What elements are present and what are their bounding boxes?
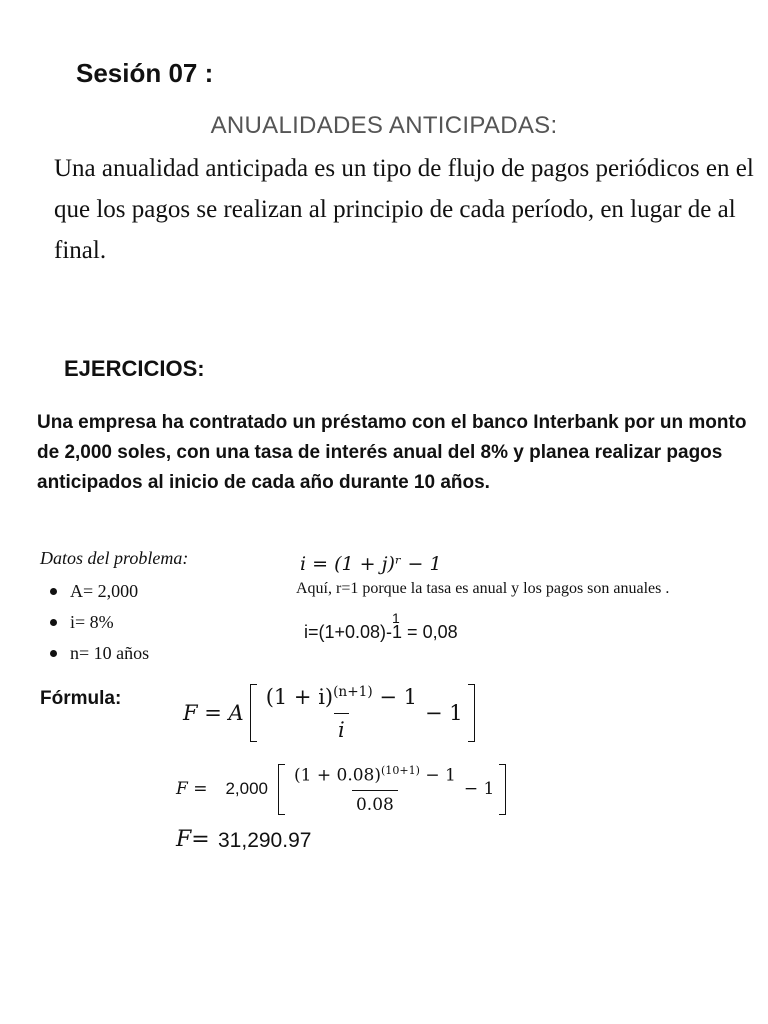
formula-label: Fórmula: — [40, 688, 122, 709]
session-title: Sesión 07 : — [76, 58, 214, 88]
general-numerator-base: (1 + i) — [265, 685, 334, 709]
general-numerator-tail: − 1 — [372, 685, 417, 709]
numeric-formula-tail: − 1 — [463, 779, 495, 800]
general-formula-fraction — [262, 684, 421, 742]
result-value: 31,290.97 — [218, 829, 312, 852]
general-formula-tail: − 1 — [424, 701, 463, 725]
numeric-numerator-base: (1 + 0.08) — [294, 765, 381, 786]
numeric-numerator-exponent: (10+1) — [380, 764, 420, 777]
rate-formula: i = (1 + j)ʳ − 1 — [300, 553, 442, 575]
general-formula — [183, 684, 475, 742]
numeric-formula — [176, 764, 506, 815]
intro-paragraph: Una anualidad anticipada es un tipo de flujo de pagos periódicos en el que los pagos se realizan al principio de cada período, en lugar de al final. — [54, 155, 754, 264]
numeric-formula-bracket — [278, 764, 506, 815]
general-denominator: i — [334, 713, 349, 742]
numeric-formula-lhs: F = — [176, 779, 208, 800]
section-heading: ANUALIDADES ANTICIPADAS: — [210, 112, 558, 139]
numeric-denominator: 0.08 — [352, 790, 398, 815]
data-item-amount: A= 2,000 — [50, 578, 149, 609]
result-label: F= — [176, 827, 210, 852]
data-item-rate: i= 8% — [50, 609, 149, 640]
numeric-formula-amount: 2,000 — [225, 779, 268, 799]
data-item-periods: n= 10 años — [50, 640, 149, 671]
exercises-heading: EJERCICIOS: — [64, 356, 205, 381]
data-title: Datos del problema: — [40, 548, 189, 568]
problem-statement: Una empresa ha contratado un préstamo con el banco Interbank por un monto de 2,000 soles, con una tasa de interés anual del 8% y planea realizar pagos anticipados al inicio de cada año durante 10 años. — [37, 412, 747, 493]
general-numerator-exponent: (n+1) — [333, 684, 373, 700]
numeric-numerator-tail: − 1 — [419, 765, 456, 786]
numeric-formula-fraction — [290, 764, 460, 815]
rate-note: Aquí, r=1 porque la tasa es anual y los pagos son anuales . — [296, 580, 670, 597]
general-formula-lhs: F = A — [183, 701, 244, 725]
rate-exponent: 1 — [392, 610, 400, 626]
data-list — [50, 578, 149, 671]
general-formula-bracket — [250, 684, 475, 742]
rate-calculation: i=(1+0.08)-1 = 0,08 — [304, 622, 458, 642]
